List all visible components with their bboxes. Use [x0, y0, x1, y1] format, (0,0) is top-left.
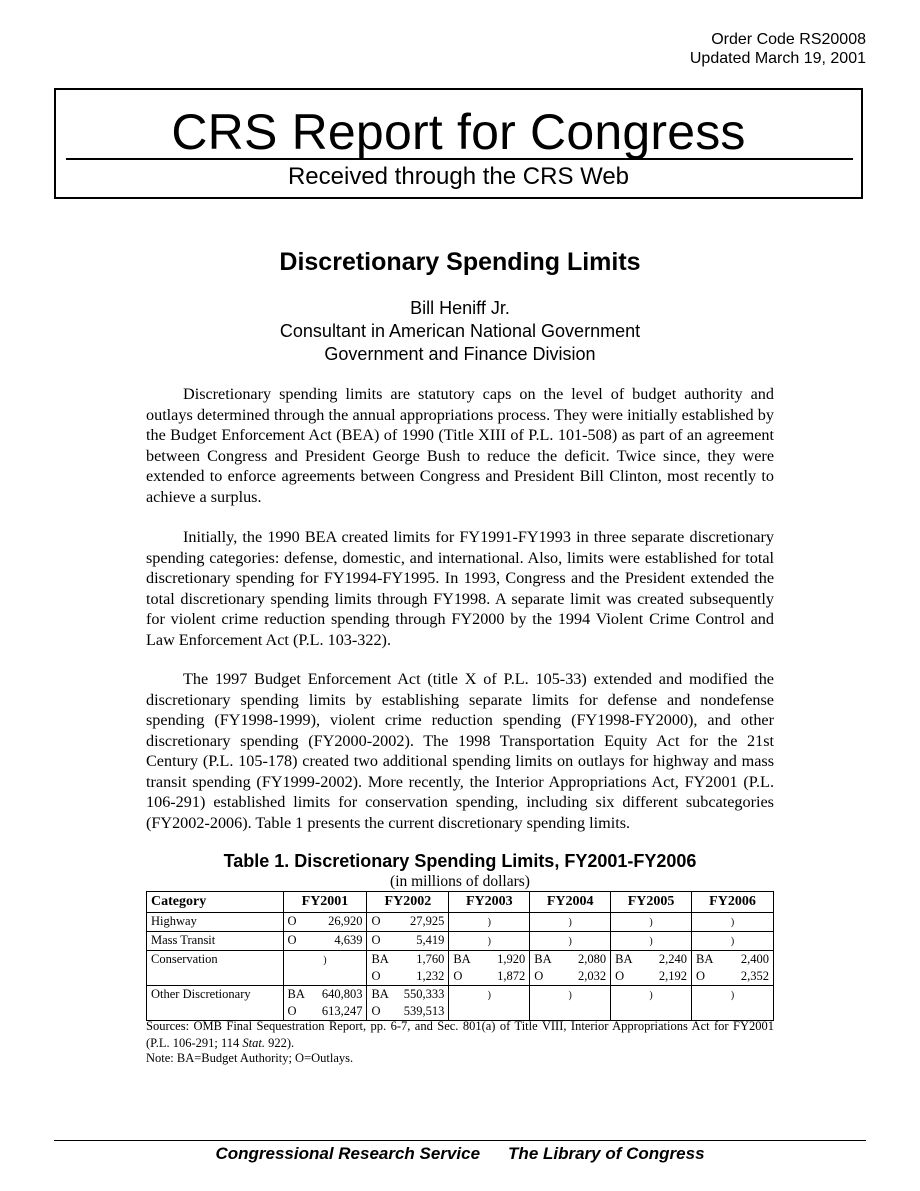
banner-subtitle: Received through the CRS Web — [287, 163, 630, 190]
table-cell-category: Mass Transit — [147, 932, 284, 951]
author-division: Government and Finance Division — [324, 344, 596, 364]
value-type-label: BA — [287, 987, 305, 1001]
table-cell-mark: ) — [649, 936, 653, 947]
table-cell — [692, 913, 774, 932]
table-cell-category: Conservation — [147, 951, 284, 986]
value-type-label: O — [371, 1004, 381, 1018]
table-cell-line — [371, 913, 444, 930]
table-row — [147, 951, 774, 986]
order-code: Order Code RS20008 — [711, 31, 866, 48]
table-cell-line — [696, 968, 769, 985]
table-cell-mark: ) — [568, 936, 572, 947]
document-title: Discretionary Spending Limits — [279, 248, 641, 276]
banner-title: CRS Report for Congress — [171, 104, 746, 160]
spending-limits-table — [146, 891, 774, 1021]
value-amount: 4,639 — [334, 933, 363, 947]
table-body — [147, 913, 774, 1021]
value-amount: 2,080 — [578, 952, 607, 966]
table-cell-mark: ) — [487, 917, 491, 928]
value-type-label: O — [615, 969, 625, 983]
table-cell-mark: ) — [730, 936, 735, 947]
updated-date: Updated March 19, 2001 — [689, 50, 866, 67]
table-cell — [283, 913, 367, 932]
table-cell-line — [534, 968, 606, 985]
table-cell-line — [453, 968, 525, 985]
table-cell-line — [371, 986, 444, 1003]
value-amount: 2,032 — [578, 969, 607, 983]
footer-rule — [54, 1140, 866, 1141]
page-footer — [0, 1144, 920, 1164]
table-row — [147, 986, 774, 1021]
table-cell-line — [371, 968, 444, 985]
value-amount: 1,232 — [416, 969, 445, 983]
table-cell-mark: ) — [730, 990, 735, 1001]
value-amount: 26,920 — [328, 914, 363, 928]
value-amount: 27,925 — [409, 914, 445, 928]
table-cell — [367, 932, 449, 951]
table-cell-mark: ) — [487, 936, 491, 947]
value-amount: 1,872 — [497, 969, 526, 983]
table-cell-category: Other Discretionary — [147, 986, 284, 1021]
table-cell — [611, 986, 692, 1021]
table-cell — [530, 932, 611, 951]
author-title: Consultant in American National Government — [279, 321, 641, 341]
table-cell — [692, 986, 774, 1021]
report-banner — [54, 88, 863, 199]
column-header-fy2002: FY2002 — [367, 892, 449, 913]
value-amount: 1,760 — [416, 952, 445, 966]
column-header-fy2006: FY2006 — [692, 892, 774, 913]
table-cell — [692, 932, 774, 951]
footer-loc: The Library of Congress — [508, 1144, 705, 1163]
table-header-row — [147, 892, 774, 913]
table-units: (in millions of dollars) — [390, 873, 530, 890]
table-cell-line — [371, 951, 444, 968]
table-cell — [449, 986, 530, 1021]
table-cell — [692, 951, 774, 986]
value-type-label: BA — [696, 952, 714, 966]
column-header-category: Category — [147, 892, 284, 913]
value-type-label: O — [287, 1004, 297, 1018]
table-cell — [530, 951, 611, 986]
table-cell — [530, 913, 611, 932]
value-amount: 2,240 — [658, 952, 688, 966]
table-cell-mark: ) — [487, 990, 491, 1001]
value-type-label: BA — [534, 952, 552, 966]
value-type-label: O — [371, 914, 381, 928]
order-code-block — [690, 30, 866, 68]
table-cell — [283, 951, 367, 986]
value-amount: 2,400 — [740, 952, 769, 966]
table-cell-mark: ) — [323, 955, 327, 966]
table-cell-mark: ) — [730, 917, 735, 928]
table-cell — [449, 951, 530, 986]
value-amount: 613,247 — [321, 1004, 363, 1018]
footer-crs: Congressional Research Service — [215, 1144, 481, 1163]
body-paragraph-1: Discretionary spending limits are statutory caps on the level of budget authority and outlays determined through the annual appropriations process. They were initially established by the Budget Enforcement Act (BEA) of 1990 (Title XIII of P.L. 101-508) as part of an agreement between Congress and President George Bush to reduce the deficit. Twice since, they were extended to enforce agreements between Congress and President Bill Clinton, most recently to achieve a surplus. — [146, 385, 774, 506]
table-cell-mark: ) — [568, 990, 572, 1001]
table-row — [147, 932, 774, 951]
table-cell-line — [453, 951, 525, 968]
table-cell — [367, 986, 449, 1021]
table-cell-mark: ) — [568, 917, 572, 928]
table-cell — [283, 932, 367, 951]
sources-text: Sources: OMB Final Sequestration Report, pp. 6-7, and Sec. 801(a) of Title VIII, Interior Appropriations Act for FY2001 (P.L. 106-291; 114 — [146, 1019, 774, 1050]
value-type-label: O — [696, 969, 706, 983]
table-cell — [611, 932, 692, 951]
table-title: Table 1. Discretionary Spending Limits, FY2001-FY2006 — [223, 851, 697, 871]
table-cell-line — [696, 951, 769, 968]
author-name: Bill Heniff Jr. — [410, 298, 510, 318]
column-header-fy2004: FY2004 — [530, 892, 611, 913]
value-amount: 2,352 — [740, 969, 769, 983]
value-type-label: O — [371, 933, 381, 947]
body-paragraph-3: The 1997 Budget Enforcement Act (title X of P.L. 105-33) extended and modified the discretionary spending limits by establishing separate limits for defense and nondefense spending (FY1998-1999), violent crime reduction spending (FY1998-FY2000), and other discretionary spending (FY2000-2002). The 1998 Transportation Equity Act for the 21st Century (P.L. 105-178) created two additional spending limits on outlays for highway and mass transit spending (FY1999-2002). More recently, the Interior Appropriations Act, FY2001 (P.L. 106-291) established limits for conservation spending, including six different subcategories (FY2002-2006). Table 1 presents the current discretionary spending limits. — [146, 670, 774, 832]
author-block — [0, 297, 920, 366]
sources-stat: Stat. — [242, 1035, 265, 1050]
table-cell-line — [288, 913, 363, 930]
value-amount: 640,803 — [321, 987, 363, 1001]
value-amount: 1,920 — [497, 952, 526, 966]
table-cell-line — [534, 951, 606, 968]
table-cell — [611, 913, 692, 932]
table-cell — [449, 913, 530, 932]
table-cell — [283, 986, 367, 1021]
column-header-fy2003: FY2003 — [449, 892, 530, 913]
table-cell — [530, 986, 611, 1021]
value-type-label: O — [287, 933, 297, 947]
table-cell — [611, 951, 692, 986]
value-type-label: BA — [453, 952, 471, 966]
table-cell-mark: ) — [649, 990, 653, 1001]
value-amount: 5,419 — [416, 933, 445, 947]
table-cell-line — [371, 932, 444, 949]
value-type-label: O — [453, 969, 463, 983]
table-cell-line — [288, 932, 363, 949]
value-type-label: O — [371, 969, 381, 983]
column-header-fy2001: FY2001 — [283, 892, 367, 913]
sources-text-end: 922). — [265, 1035, 295, 1050]
table-cell-category: Highway — [147, 913, 284, 932]
table-cell-line — [615, 951, 687, 968]
table-sources — [146, 1018, 774, 1051]
value-type-label: BA — [371, 987, 389, 1001]
table-note: Note: BA=Budget Authority; O=Outlays. — [146, 1051, 354, 1065]
value-type-label: O — [287, 914, 297, 928]
table-cell — [449, 932, 530, 951]
table-cell — [367, 951, 449, 986]
value-type-label: BA — [615, 952, 633, 966]
table-row — [147, 913, 774, 932]
table-cell-line — [615, 968, 687, 985]
value-type-label: O — [534, 969, 544, 983]
table-cell — [367, 913, 449, 932]
table-cell-line — [288, 986, 363, 1003]
value-amount: 550,333 — [403, 987, 445, 1001]
banner-rule — [66, 158, 853, 160]
value-type-label: BA — [371, 952, 389, 966]
value-amount: 539,513 — [403, 1004, 445, 1018]
column-header-fy2005: FY2005 — [611, 892, 692, 913]
value-amount: 2,192 — [658, 969, 688, 983]
body-paragraph-2: Initially, the 1990 BEA created limits for FY1991-FY1993 in three separate discretionary spending categories: defense, domestic, and international. Also, limits were established for total discretionary spending for FY1994-FY1995. In 1993, Congress and the President extended the total discretionary spending limits through FY1998. A separate limit was created subsequently for violent crime reduction spending through FY2000 by the 1994 Violent Crime Control and Law Enforcement Act (P.L. 103-322). — [146, 528, 774, 649]
table-cell-mark: ) — [649, 917, 653, 928]
